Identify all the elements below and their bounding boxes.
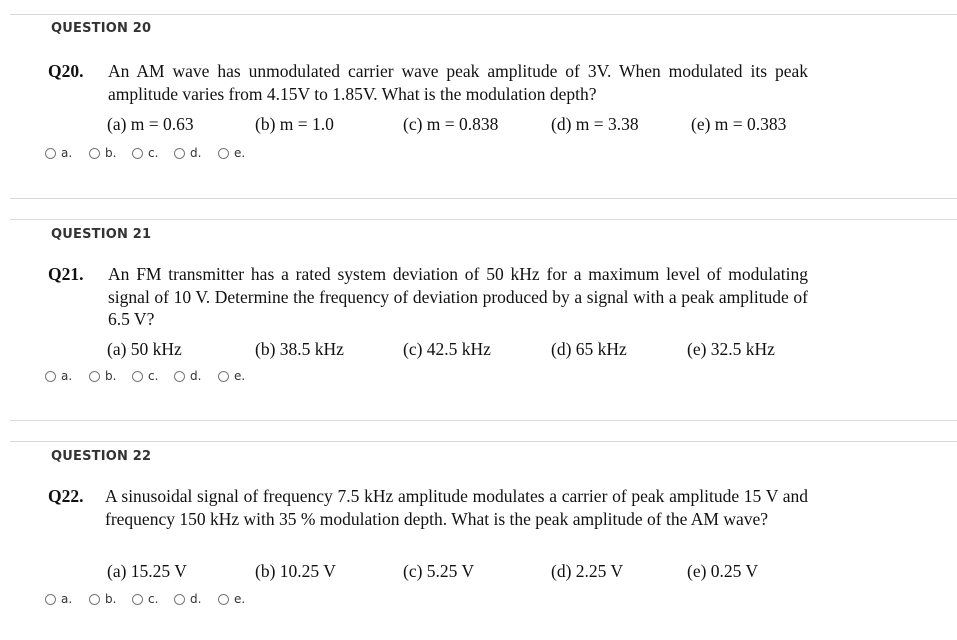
option-b: (b) 10.25 V — [255, 561, 336, 581]
radio-choice-a[interactable] — [45, 369, 72, 383]
option-e: (e) m = 0.383 — [691, 114, 787, 134]
radio-label: d. — [190, 146, 202, 160]
radio-label: c. — [148, 592, 159, 606]
question-body — [48, 263, 808, 331]
radio-label: c. — [148, 146, 159, 160]
radio-circle[interactable] — [89, 148, 100, 159]
radio-label: a. — [61, 146, 73, 160]
divider — [10, 198, 957, 199]
option-b: (b) 38.5 kHz — [255, 339, 344, 359]
radio-label: b. — [105, 369, 117, 383]
radio-choice-a[interactable] — [45, 146, 72, 160]
radio-circle[interactable] — [218, 594, 229, 605]
radio-choice-a[interactable] — [45, 592, 72, 606]
radio-choice-b[interactable] — [89, 369, 116, 383]
radio-circle[interactable] — [174, 148, 185, 159]
divider — [10, 14, 957, 15]
radio-circle[interactable] — [218, 371, 229, 382]
radio-label: d. — [190, 369, 202, 383]
radio-label: b. — [105, 592, 117, 606]
radio-circle[interactable] — [45, 371, 56, 382]
option-c: (c) 5.25 V — [403, 561, 475, 581]
radio-circle[interactable] — [89, 594, 100, 605]
radio-label: a. — [61, 592, 73, 606]
radio-choice-e[interactable] — [218, 592, 245, 606]
question-text: An AM wave has unmodulated carrier wave peak amplitude of 3V. When modulated its peak amplitude varies from 4.15V to 1.85V. What is the modulation depth? — [108, 61, 808, 104]
radio-choice-b[interactable] — [89, 146, 116, 160]
divider — [10, 420, 957, 421]
radio-circle[interactable] — [174, 594, 185, 605]
radio-circle[interactable] — [132, 371, 143, 382]
divider — [10, 441, 957, 442]
divider — [10, 219, 957, 220]
option-e: (e) 0.25 V — [687, 561, 759, 581]
option-b: (b) m = 1.0 — [255, 114, 334, 134]
radio-circle[interactable] — [89, 371, 100, 382]
radio-choice-b[interactable] — [89, 592, 116, 606]
option-a: (a) m = 0.63 — [107, 114, 194, 134]
radio-label: e. — [234, 369, 246, 383]
question-number: Q22. — [48, 486, 84, 506]
question-number: Q20. — [48, 61, 84, 81]
option-d: (d) 65 kHz — [551, 339, 627, 359]
radio-circle[interactable] — [45, 148, 56, 159]
radio-choice-c[interactable] — [132, 592, 158, 606]
option-d: (d) m = 3.38 — [551, 114, 639, 134]
option-c: (c) m = 0.838 — [403, 114, 499, 134]
radio-choice-e[interactable] — [218, 369, 245, 383]
option-c: (c) 42.5 kHz — [403, 339, 491, 359]
question-text: A sinusoidal signal of frequency 7.5 kHz amplitude modulates a carrier of peak amplitude 15 V and frequency 150 kHz with 35 % modulation depth. What is the peak amplitude of the AM wave? — [105, 486, 808, 529]
radio-choice-e[interactable] — [218, 146, 245, 160]
option-e: (e) 32.5 kHz — [687, 339, 775, 359]
radio-circle[interactable] — [218, 148, 229, 159]
question-header: QUESTION 22 — [51, 449, 152, 464]
radio-label: a. — [61, 369, 73, 383]
question-body — [48, 485, 808, 530]
radio-choice-c[interactable] — [132, 146, 158, 160]
radio-choice-c[interactable] — [132, 369, 158, 383]
radio-circle[interactable] — [132, 148, 143, 159]
question-number: Q21. — [48, 264, 84, 284]
radio-label: c. — [148, 369, 159, 383]
option-a: (a) 15.25 V — [107, 561, 187, 581]
radio-label: d. — [190, 592, 202, 606]
radio-label: b. — [105, 146, 117, 160]
radio-choice-d[interactable] — [174, 369, 201, 383]
radio-circle[interactable] — [45, 594, 56, 605]
radio-label: e. — [234, 146, 246, 160]
radio-choice-d[interactable] — [174, 146, 201, 160]
question-text: An FM transmitter has a rated system deviation of 50 kHz for a maximum level of modulating signal of 10 V. Determine the frequency of deviation produced by a signal with a peak amplitude of 6.5 V? — [108, 264, 808, 329]
radio-choice-d[interactable] — [174, 592, 201, 606]
option-d: (d) 2.25 V — [551, 561, 624, 581]
option-a: (a) 50 kHz — [107, 339, 182, 359]
radio-circle[interactable] — [174, 371, 185, 382]
question-header: QUESTION 21 — [51, 227, 152, 242]
question-body — [48, 60, 808, 105]
radio-circle[interactable] — [132, 594, 143, 605]
question-header: QUESTION 20 — [51, 21, 152, 36]
radio-label: e. — [234, 592, 246, 606]
